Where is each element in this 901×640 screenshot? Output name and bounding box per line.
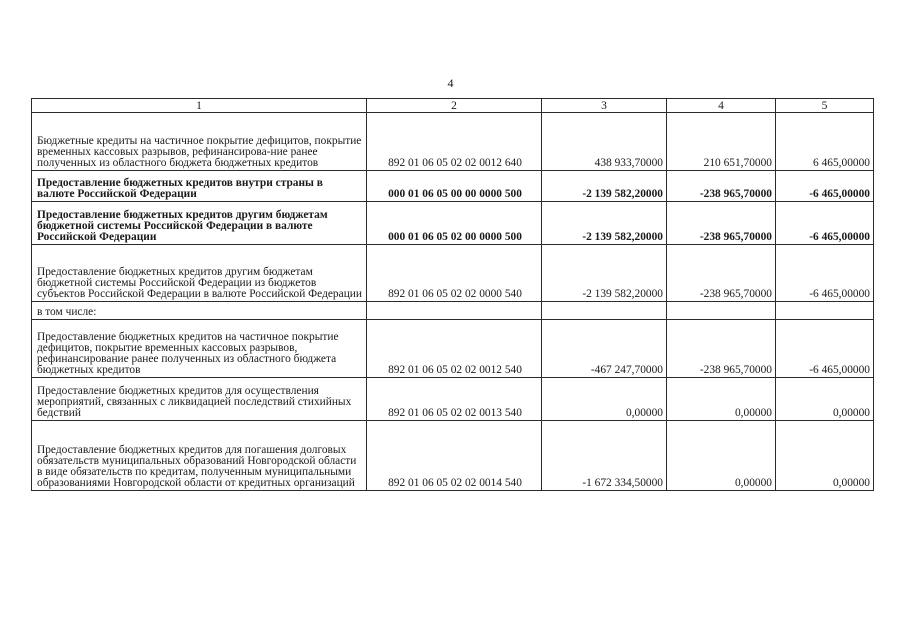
row-value-3: 438 933,70000 bbox=[542, 113, 667, 171]
table-row bbox=[32, 171, 874, 202]
row-value-5: 0,00000 bbox=[776, 378, 874, 421]
row-value-3: -2 139 582,20000 bbox=[542, 171, 667, 202]
row-code: 892 01 06 05 02 02 0012 640 bbox=[367, 113, 542, 171]
column-number-5: 5 bbox=[776, 99, 874, 113]
column-number-4: 4 bbox=[667, 99, 776, 113]
row-name: Бюджетные кредиты на частичное покрытие дефицитов, покрытие временных кассовых разрывов, рефинансирова-ние ранее полученных из областного бюджета бюджетных кредитов bbox=[32, 113, 367, 171]
row-value-3: -2 139 582,20000 bbox=[542, 245, 667, 302]
row-name: Предоставление бюджетных кредитов другим бюджетам бюджетной системы Российской Федерации в валюте Российской Федерации bbox=[32, 202, 367, 245]
row-value-5: -6 465,00000 bbox=[776, 320, 874, 378]
column-number-2: 2 bbox=[367, 99, 542, 113]
row-value-5 bbox=[776, 302, 874, 320]
row-name: в том числе: bbox=[32, 302, 367, 320]
row-value-5: -6 465,00000 bbox=[776, 245, 874, 302]
table-row bbox=[32, 378, 874, 421]
row-value-5: -6 465,00000 bbox=[776, 202, 874, 245]
row-value-3: -467 247,70000 bbox=[542, 320, 667, 378]
row-name: Предоставление бюджетных кредитов для осуществления мероприятий, связанных с ликвидацией последствий стихийных бедствий bbox=[32, 378, 367, 421]
row-value-4: -238 965,70000 bbox=[667, 320, 776, 378]
row-value-5: 0,00000 bbox=[776, 421, 874, 491]
row-name: Предоставление бюджетных кредитов для погашения долговых обязательств муниципальных образований Новгородской области в виде обязательств по кредитам, полученным муниципальными образованиями Новгородской области от кредитных организаций bbox=[32, 421, 367, 491]
row-code: 892 01 06 05 02 02 0000 540 bbox=[367, 245, 542, 302]
row-value-3: -1 672 334,50000 bbox=[542, 421, 667, 491]
row-value-5: 6 465,00000 bbox=[776, 113, 874, 171]
row-value-4: -238 965,70000 bbox=[667, 245, 776, 302]
row-value-4: 0,00000 bbox=[667, 421, 776, 491]
row-code: 892 01 06 05 02 02 0014 540 bbox=[367, 421, 542, 491]
row-value-3: -2 139 582,20000 bbox=[542, 202, 667, 245]
table-row bbox=[32, 320, 874, 378]
row-value-4 bbox=[667, 302, 776, 320]
row-code: 000 01 06 05 00 00 0000 500 bbox=[367, 171, 542, 202]
row-code: 892 01 06 05 02 02 0012 540 bbox=[367, 320, 542, 378]
table-row bbox=[32, 202, 874, 245]
row-value-4: -238 965,70000 bbox=[667, 202, 776, 245]
row-value-4: 210 651,70000 bbox=[667, 113, 776, 171]
row-value-3 bbox=[542, 302, 667, 320]
table-row bbox=[32, 302, 874, 320]
column-number-1: 1 bbox=[32, 99, 367, 113]
table-row bbox=[32, 113, 874, 171]
row-code bbox=[367, 302, 542, 320]
row-value-4: 0,00000 bbox=[667, 378, 776, 421]
page-number: 4 bbox=[447, 76, 454, 90]
row-value-3: 0,00000 bbox=[542, 378, 667, 421]
row-name: Предоставление бюджетных кредитов внутри страны в валюте Российской Федерации bbox=[32, 171, 367, 202]
table-row bbox=[32, 245, 874, 302]
column-number-row bbox=[32, 99, 874, 113]
row-code: 892 01 06 05 02 02 0013 540 bbox=[367, 378, 542, 421]
row-name: Предоставление бюджетных кредитов другим бюджетам бюджетной системы Российской Федерации из бюджетов субъектов Российской Федерации в валюте Российской Федерации bbox=[32, 245, 367, 302]
row-name: Предоставление бюджетных кредитов на частичное покрытие дефицитов, покрытие временных кассовых разрывов, рефинансирование ранее полученных из областного бюджета бюджетных кредитов bbox=[32, 320, 367, 378]
budget-table bbox=[31, 98, 874, 491]
row-value-4: -238 965,70000 bbox=[667, 171, 776, 202]
row-value-5: -6 465,00000 bbox=[776, 171, 874, 202]
row-code: 000 01 06 05 02 00 0000 500 bbox=[367, 202, 542, 245]
column-number-3: 3 bbox=[542, 99, 667, 113]
table-row bbox=[32, 421, 874, 491]
